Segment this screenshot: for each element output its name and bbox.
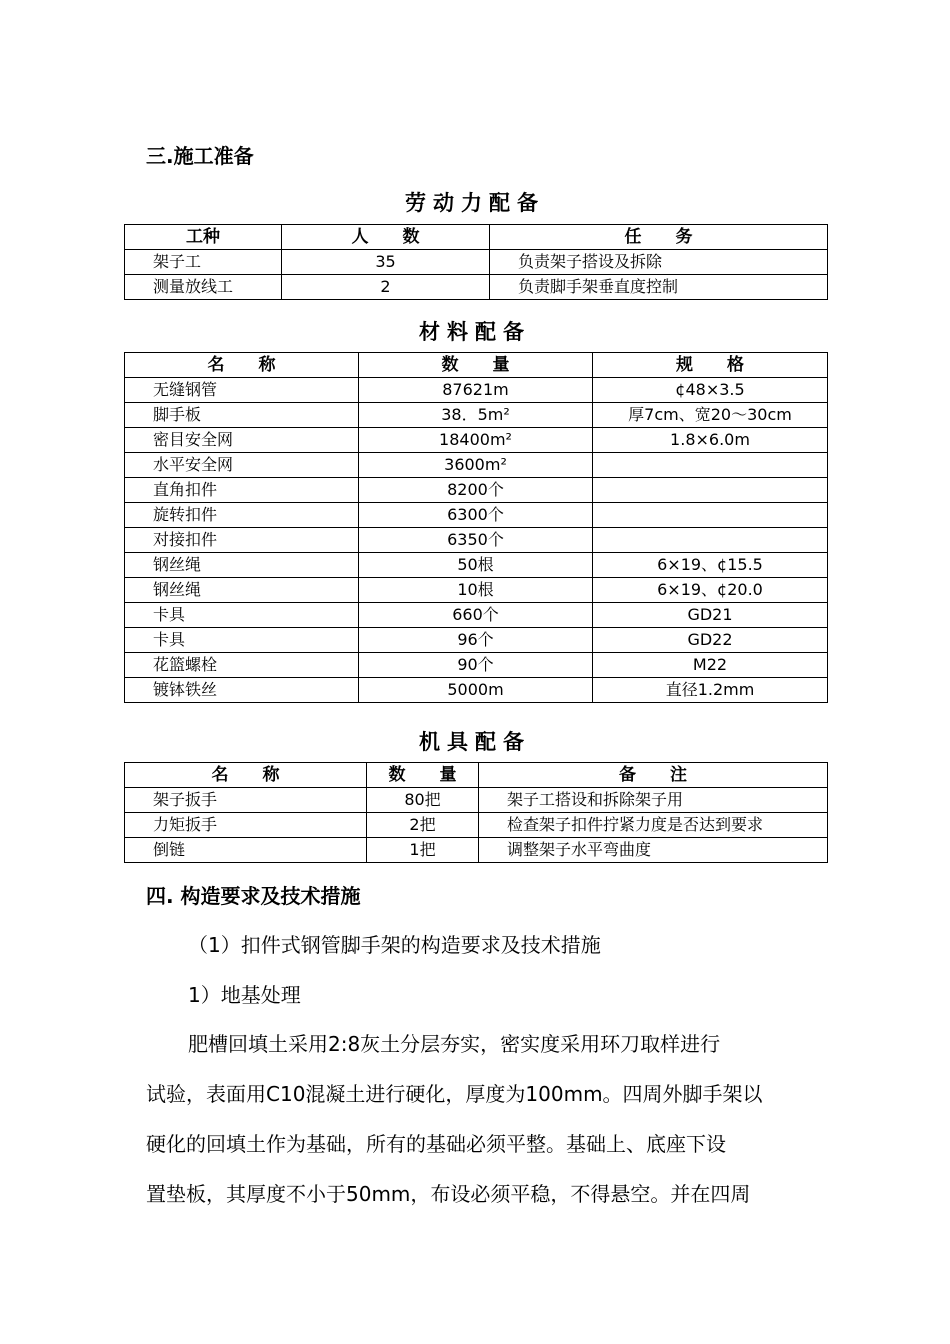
table-row — [125, 528, 828, 553]
cell: 力矩扳手 — [125, 813, 367, 838]
tools-table — [124, 762, 828, 863]
table-row — [125, 275, 828, 300]
table-row — [125, 378, 828, 403]
cell: 厚7cm、宽20～30cm — [593, 403, 828, 428]
cell: 1把 — [367, 838, 479, 863]
subsection-title: （1）扣件式钢管脚手架的构造要求及技术措施 — [188, 933, 601, 957]
table-row — [125, 250, 828, 275]
cell: 8200个 — [359, 478, 593, 503]
paragraph-line: 肥槽回填土采用2:8灰土分层夯实，密实度采用环刀取样进行 — [188, 1032, 721, 1056]
cell: 18400m² — [359, 428, 593, 453]
header-cell: 备 注 — [479, 763, 828, 788]
labor-table — [124, 224, 828, 300]
tools-caption: 机具配备 — [419, 730, 531, 754]
cell: 2把 — [367, 813, 479, 838]
table-row — [125, 628, 828, 653]
cell: 80把 — [367, 788, 479, 813]
cell: 卡具 — [125, 603, 359, 628]
subsection-title: 1）地基处理 — [188, 983, 301, 1007]
cell: 架子工搭设和拆除架子用 — [479, 788, 828, 813]
cell: 架子工 — [125, 250, 282, 275]
cell: 水平安全网 — [125, 453, 359, 478]
paragraph-line: 试验，表面用C10混凝土进行硬化，厚度为100mm。四周外脚手架以 — [146, 1082, 763, 1106]
cell: 负责架子搭设及拆除 — [490, 250, 828, 275]
cell: 38．5m² — [359, 403, 593, 428]
table-row — [125, 503, 828, 528]
table-header-row — [125, 763, 828, 788]
cell — [593, 528, 828, 553]
table-row — [125, 838, 828, 863]
table-header-row — [125, 353, 828, 378]
cell: 10根 — [359, 578, 593, 603]
table-row — [125, 813, 828, 838]
cell: 6350个 — [359, 528, 593, 553]
header-cell: 数 量 — [359, 353, 593, 378]
cell: 钢丝绳 — [125, 553, 359, 578]
labor-caption: 劳动力配备 — [405, 191, 545, 215]
cell: 6×19、¢15.5 — [593, 553, 828, 578]
cell — [593, 453, 828, 478]
cell: 镀钵铁丝 — [125, 678, 359, 703]
cell: 密目安全网 — [125, 428, 359, 453]
paragraph-line: 置垫板，其厚度不小于50mm，布设必须平稳，不得悬空。并在四周 — [146, 1182, 751, 1206]
materials-caption: 材料配备 — [419, 320, 531, 344]
cell — [593, 478, 828, 503]
cell — [593, 503, 828, 528]
cell: 1.8×6.0m — [593, 428, 828, 453]
header-cell: 人 数 — [282, 225, 490, 250]
cell: 5000m — [359, 678, 593, 703]
cell: 87621m — [359, 378, 593, 403]
cell: 直径1.2mm — [593, 678, 828, 703]
cell: 架子扳手 — [125, 788, 367, 813]
cell: 90个 — [359, 653, 593, 678]
cell: 花篮螺栓 — [125, 653, 359, 678]
cell: 50根 — [359, 553, 593, 578]
header-cell: 名 称 — [125, 353, 359, 378]
cell: 负责脚手架垂直度控制 — [490, 275, 828, 300]
cell: 6×19、¢20.0 — [593, 578, 828, 603]
header-cell: 名 称 — [125, 763, 367, 788]
table-row — [125, 403, 828, 428]
table-row — [125, 788, 828, 813]
table-row — [125, 453, 828, 478]
cell: 钢丝绳 — [125, 578, 359, 603]
header-cell: 数 量 — [367, 763, 479, 788]
cell: 卡具 — [125, 628, 359, 653]
cell: 检查架子扣件拧紧力度是否达到要求 — [479, 813, 828, 838]
cell: 对接扣件 — [125, 528, 359, 553]
table-row — [125, 653, 828, 678]
cell: M22 — [593, 653, 828, 678]
materials-table — [124, 352, 828, 703]
section-3-title: 三.施工准备 — [146, 144, 254, 168]
cell: 660个 — [359, 603, 593, 628]
cell: 35 — [282, 250, 490, 275]
cell: 直角扣件 — [125, 478, 359, 503]
cell: 测量放线工 — [125, 275, 282, 300]
header-cell: 工种 — [125, 225, 282, 250]
cell: 调整架子水平弯曲度 — [479, 838, 828, 863]
table-row — [125, 428, 828, 453]
cell: 倒链 — [125, 838, 367, 863]
cell: 96个 — [359, 628, 593, 653]
cell: GD21 — [593, 603, 828, 628]
cell: 6300个 — [359, 503, 593, 528]
paragraph-line: 硬化的回填土作为基础，所有的基础必须平整。基础上、底座下设 — [146, 1132, 726, 1156]
cell: ¢48×3.5 — [593, 378, 828, 403]
header-cell: 规 格 — [593, 353, 828, 378]
table-row — [125, 578, 828, 603]
table-header-row — [125, 225, 828, 250]
table-row — [125, 603, 828, 628]
cell: 旋转扣件 — [125, 503, 359, 528]
cell: 2 — [282, 275, 490, 300]
table-row — [125, 678, 828, 703]
cell: 3600m² — [359, 453, 593, 478]
table-row — [125, 553, 828, 578]
section-4-title: 四. 构造要求及技术措施 — [146, 884, 361, 908]
cell: 脚手板 — [125, 403, 359, 428]
cell: 无缝钢管 — [125, 378, 359, 403]
table-row — [125, 478, 828, 503]
cell: GD22 — [593, 628, 828, 653]
header-cell: 任 务 — [490, 225, 828, 250]
